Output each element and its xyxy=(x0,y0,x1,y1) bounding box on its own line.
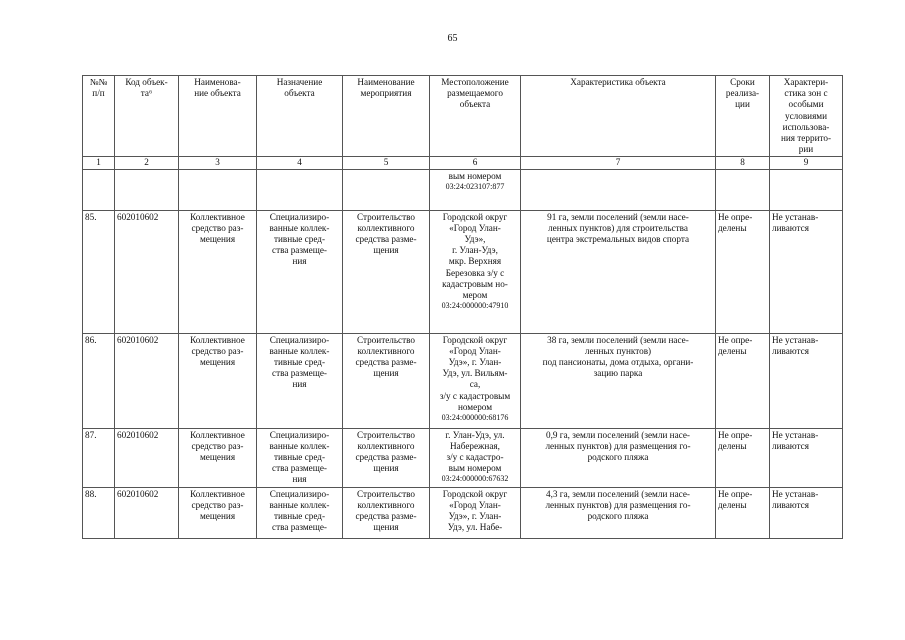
header-cell: Местоположение размещаемого объекта xyxy=(430,76,521,157)
table-row xyxy=(83,428,843,487)
measure-name: Строительство коллективного средства разме- щения xyxy=(343,333,430,428)
object-name: Коллективное средство раз- мещения xyxy=(179,210,257,333)
zone-characteristic: Не устанав- ливаются xyxy=(770,428,843,487)
location-cell xyxy=(430,428,521,487)
cadastral-number: 03:24:000000:68176 xyxy=(441,413,509,423)
location-text: Городской округ «Город Улан- Удэ», г. Улан- Удэ, ул. Набе- xyxy=(442,488,508,533)
column-number: 1 xyxy=(83,157,115,169)
zone-characteristic: Не устанав- ливаются xyxy=(770,210,843,333)
measure-name: Строительство коллективного средства разме- щения xyxy=(343,428,430,487)
column-number: 4 xyxy=(257,157,343,169)
column-number: 2 xyxy=(115,157,179,169)
zone-characteristic: Не устанав- ливаются xyxy=(770,333,843,428)
column-number: 3 xyxy=(179,157,257,169)
location-text: вым номером xyxy=(448,170,502,181)
column-number: 6 xyxy=(430,157,521,169)
location-cell xyxy=(430,487,521,538)
object-purpose: Специализиро- ванные коллек- тивные сред- ства размеще- ния xyxy=(257,210,343,333)
location-cell xyxy=(430,169,521,210)
column-number: 5 xyxy=(343,157,430,169)
measure-name: Строительство коллективного средства разме- щения xyxy=(343,210,430,333)
implementation-term: Не опре- делены xyxy=(716,487,770,538)
object-purpose: Специализиро- ванные коллек- тивные сред- ства размеще- ния xyxy=(257,428,343,487)
column-number-row xyxy=(83,157,843,169)
location-text: Городской округ «Город Улан- Удэ», г. Улан- Удэ, ул. Вильям- са, з/у с кадастровым номером xyxy=(439,334,511,412)
implementation-term: Не опре- делены xyxy=(716,210,770,333)
row-number: 85. xyxy=(83,210,115,333)
measure-name: Строительство коллективного средства разме- щения xyxy=(343,487,430,538)
table-row-continuation xyxy=(83,169,843,210)
header-cell: Наименование мероприятия xyxy=(343,76,430,157)
object-purpose: Специализиро- ванные коллек- тивные сред- ства размеще- xyxy=(257,487,343,538)
implementation-term: Не опре- делены xyxy=(716,428,770,487)
object-code: 602010602 xyxy=(115,210,179,333)
column-number: 7 xyxy=(521,157,716,169)
header-cell: Сроки реализа- ции xyxy=(716,76,770,157)
object-characteristic: 38 га, земли поселений (земли насе- ленных пунктов) под пансионаты, дома отдыха, органи- зацию парка xyxy=(521,333,716,428)
location-text: Городской округ «Город Улан- Удэ», г. Улан-Удэ, мкр. Верхняя Березовка з/у с кадастровым но- мером xyxy=(442,211,508,301)
table-row xyxy=(83,333,843,428)
row-number: 86. xyxy=(83,333,115,428)
location-cell xyxy=(430,333,521,428)
location-text: г. Улан-Удэ, ул. Набережная, з/у с кадастро- вым номером xyxy=(445,429,505,474)
header-cell: Характери- стика зон с особыми условиями использова- ния террито- рии xyxy=(770,76,843,157)
column-number: 8 xyxy=(716,157,770,169)
object-code: 602010602 xyxy=(115,333,179,428)
zone-characteristic: Не устанав- ливаются xyxy=(770,487,843,538)
table-row xyxy=(83,210,843,333)
header-cell: Код объек- та⁶ xyxy=(115,76,179,157)
object-name: Коллективное средство раз- мещения xyxy=(179,333,257,428)
cadastral-number: 03:24:000000:67632 xyxy=(441,474,509,484)
header-cell: №№ п/п xyxy=(83,76,115,157)
row-number: 87. xyxy=(83,428,115,487)
object-characteristic: 91 га, земли поселений (земли насе- ленных пунктов) для строительства центра экстремальных видов спорта xyxy=(521,210,716,333)
object-characteristic: 0,9 га, земли поселений (земли насе- ленных пунктов) для размещения го- родского пляжа xyxy=(521,428,716,487)
header-cell: Характеристика объекта xyxy=(521,76,716,157)
column-number: 9 xyxy=(770,157,843,169)
object-characteristic: 4,3 га, земли поселений (земли насе- ленных пунктов) для размещения го- родского пляжа xyxy=(521,487,716,538)
header-row xyxy=(83,76,843,157)
object-name: Коллективное средство раз- мещения xyxy=(179,487,257,538)
object-purpose: Специализиро- ванные коллек- тивные сред- ства размеще- ния xyxy=(257,333,343,428)
table-row xyxy=(83,487,843,538)
location-cell xyxy=(430,210,521,333)
header-cell: Наименова- ние объекта xyxy=(179,76,257,157)
object-code: 602010602 xyxy=(115,428,179,487)
object-name: Коллективное средство раз- мещения xyxy=(179,428,257,487)
header-cell: Назначение объекта xyxy=(257,76,343,157)
object-code: 602010602 xyxy=(115,487,179,538)
cadastral-number: 03:24:000000:47910 xyxy=(441,301,509,311)
cadastral-number: 03:24:023107:877 xyxy=(445,181,505,191)
row-number: 88. xyxy=(83,487,115,538)
page-number: 65 xyxy=(447,33,458,44)
objects-table xyxy=(82,75,843,539)
implementation-term: Не опре- делены xyxy=(716,333,770,428)
